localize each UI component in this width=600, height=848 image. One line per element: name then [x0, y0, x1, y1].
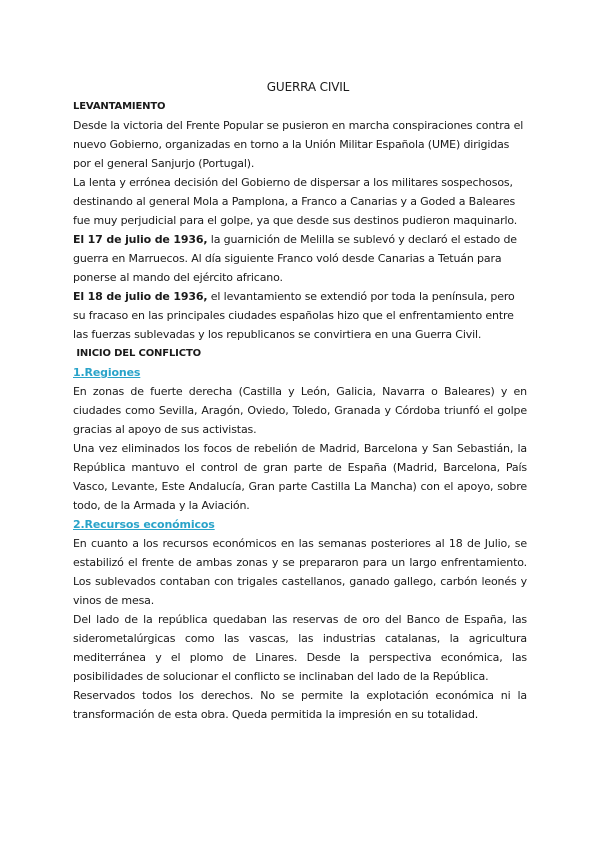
paragraph: Desde la victoria del Frente Popular se pusieron en marcha conspiraciones contra el nuevo Gobierno, organizadas en torno a la Unión Militar Española (UME) dirigidas por el general Sanjurjo (Portugal).: [73, 119, 524, 170]
document-body: [73, 78, 527, 724]
date-emphasis: El 17 de julio de 1936,: [73, 233, 208, 246]
section-heading-inicio-conflicto: INICIO DEL CONFLICTO: [73, 348, 201, 359]
document-title: GUERRA CIVIL: [266, 80, 350, 94]
subsection-title-regiones: 1.Regiones: [73, 366, 141, 379]
paragraph: [73, 287, 527, 344]
paragraph: En zonas de fuerte derecha (Castilla y León, Galicia, Navarra o Baleares) y en ciudades como Sevilla, Aragón, Oviedo, Toledo, Granada y Córdoba triunfó el golpe gracias al apoyo de sus activistas.: [73, 385, 527, 436]
paragraph: Reservados todos los derechos. No se permite la explotación económica ni la transformación de esta obra. Queda permitida la impresión en su totalidad.: [73, 689, 527, 721]
subsection-title-recursos: 2.Recursos económicos: [73, 518, 215, 531]
paragraph: [73, 230, 527, 287]
paragraph: En cuanto a los recursos económicos en las semanas posteriores al 18 de Julio, se estabilizó el frente de ambas zonas y se prepararon para un largo enfrentamiento. Los sublevados contaban con trigales castellanos, ganado gallego, carbón leonés y vinos de mesa.: [73, 537, 527, 607]
paragraph: Una vez eliminados los focos de rebelión de Madrid, Barcelona y San Sebastián, la República mantuvo el control de gran parte de España (Madrid, Barcelona, País Vasco, Levante, Este Andalucía, Gran parte Castilla La Mancha) con el apoyo, sobre todo, de la Armada y la Aviación.: [73, 442, 527, 512]
paragraph-text: la guarnición de Melilla se sublevó y declaró el estado de guerra en Marruecos. Al día siguiente Franco voló desde Canarias a Tetuán para ponerse al mando del ejército africano.: [73, 233, 517, 284]
paragraph: Del lado de la república quedaban las reservas de oro del Banco de España, las siderometalúrgicas como las vascas, las industrias catalanas, la agricultura mediterránea y el plomo de Linares. Desde la perspectiva económica, las posibilidades de solucionar el conflicto se inclinaban del lado de la República.: [73, 613, 527, 683]
paragraph: La lenta y errónea decisión del Gobierno de dispersar a los militares sospechosos, destinando al general Mola a Pamplona, a Franco a Canarias y a Goded a Baleares fue muy perjudicial para el golpe, ya que desde sus destinos pudieron maquinarlo.: [73, 176, 518, 227]
paragraph-text: el levantamiento se extendió por toda la península, pero su fracaso en las principales ciudades españolas hizo que el enfrentamiento entre las fuerzas sublevadas y los republicanos se convirtiera en una Guerra Civil.: [73, 290, 515, 341]
date-emphasis: El 18 de julio de 1936,: [73, 290, 208, 303]
section-heading-levantamiento: LEVANTAMIENTO: [73, 101, 166, 112]
